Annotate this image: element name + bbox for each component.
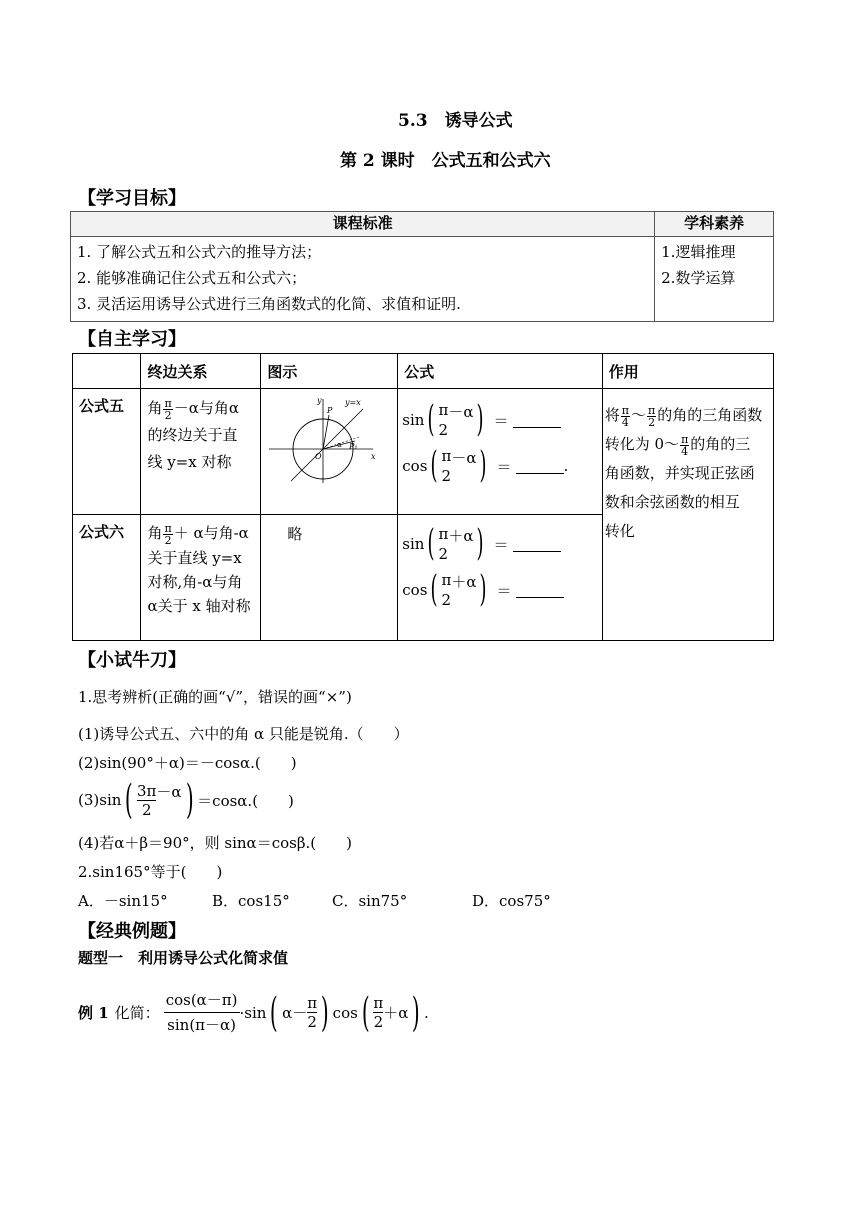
practice-q1-3: (3)sin ( 3π 2 －α ) ＝cosα.( ) (78, 777, 294, 823)
option-a: A．－sin15° (78, 892, 168, 910)
header-formula: 公式 (398, 354, 602, 389)
row5-cos-formula: cos ( π 2 －α ) ＝ . (402, 445, 569, 486)
row6-name: 公式六 (73, 515, 141, 641)
practice-q1-2: (2)sin(90°＋α)＝－cosα.( ) (78, 754, 297, 772)
unit-circle-figure-cell (261, 389, 398, 515)
row5-formula-cell (398, 389, 602, 515)
goals-standards-cell (71, 237, 655, 322)
row5-rel-a: 角 (147, 399, 163, 417)
row6-sin-blank[interactable] (513, 537, 561, 552)
practice-q1: 1.思考辨析(正确的画“√”，错误的画“×”) (78, 688, 352, 706)
row6-cos-formula: cos ( π 2 ＋α ) ＝ (402, 567, 597, 613)
fig-label-p: P (327, 406, 333, 415)
header-usage: 作用 (602, 354, 773, 389)
goals-header-literacy: 学科素养 (655, 212, 774, 237)
goals-section-label: 【学习目标】 (78, 188, 186, 209)
row6-figure-cell: 略 (261, 515, 398, 641)
fig-label-p1: P₁ (349, 442, 358, 451)
row6-sin-formula: sin ( π 2 ＋α ) ＝ (402, 521, 597, 567)
row5-sin-formula: sin ( π 2 －α ) ＝ (402, 397, 597, 443)
row6-cos-blank[interactable] (516, 583, 564, 598)
row5-rel-line3: 线 y=x 对称 (147, 453, 232, 471)
unit-circle-figure (265, 393, 385, 485)
fig-label-alpha: α (337, 441, 343, 449)
option-c: C．sin75° (332, 892, 408, 910)
row5-sin-blank[interactable] (513, 413, 561, 428)
fig-label-o: O (315, 452, 322, 461)
goals-literacy-cell (655, 237, 774, 322)
row5-cos-blank[interactable] (516, 459, 564, 474)
practice-section-label: 【小试牛刀】 (78, 650, 186, 671)
examples-section-label: 【经典例题】 (78, 921, 186, 942)
standard-item-1: 1. 了解公式五和公式六的推导方法； (77, 243, 322, 261)
selfstudy-section-label: 【自主学习】 (78, 329, 186, 350)
row5-rel-b: － (173, 399, 189, 417)
row5-rel-line2: 的终边关于直 (147, 426, 238, 444)
row5-rel-c: α与角α (188, 399, 239, 417)
standard-item-3: 3. 灵活运用诱导公式进行三角函数式的化简、求值和证明. (77, 295, 461, 313)
usage-cell: 将 $\frac{\pi}{4}$ ～ $\frac{\pi}{2}$ 的角的三角函数 转化为 0～ $\frac{\pi}{4}$ 的角的三 角函数，并实现正弦函 数和余弦函数的相互 转化 (602, 389, 773, 641)
header-blank (73, 354, 141, 389)
fig-label-y: y (317, 396, 322, 405)
question-type-1: 题型一 利用诱导公式化简求值 (78, 949, 289, 967)
row5-name: 公式五 (73, 389, 141, 515)
lesson-title: 5.3 诱导公式 (398, 111, 513, 131)
literacy-item-1: 1.逻辑推理 (661, 243, 736, 261)
header-relation: 终边关系 (141, 354, 261, 389)
lesson-subtitle: 第 2 课时 公式五和公式六 (340, 151, 551, 171)
practice-q1-1: (1)诱导公式五、六中的角 α 只能是锐角.（ ） (78, 725, 409, 743)
fig-label-yx: y=x (345, 398, 362, 407)
practice-q1-4: (4)若α＋β＝90°，则 sinα＝cosβ.( ) (78, 834, 352, 852)
row5-relation (141, 389, 261, 515)
literacy-item-2: 2.数学运算 (661, 269, 736, 287)
standard-item-2: 2. 能够准确记住公式五和公式六； (77, 269, 307, 287)
example-1: 例 1 化简： cos(α－π) sin(π－α) ·sin ( α－ π 2 ) cos ( π 2 ＋α ) . (78, 989, 429, 1036)
goals-header-standard: 课程标准 (71, 212, 655, 237)
header-figure: 图示 (261, 354, 398, 389)
pi-over-2: $\frac{\pi}{2}$ (164, 396, 172, 422)
formula-table (72, 353, 774, 641)
fig-label-x: x (371, 452, 376, 461)
option-b: B．cos15° (212, 892, 290, 910)
row6-relation: 角 $\frac{\pi}{2}$ ＋ α与角-α 关于直线 y=x 对称,角-α与角 α关于 x 轴对称 (141, 515, 261, 641)
goals-table (70, 211, 774, 322)
practice-q2: 2.sin165°等于( ) (78, 863, 223, 881)
option-d: D．cos75° (472, 892, 551, 910)
row6-formula-cell (398, 515, 602, 641)
